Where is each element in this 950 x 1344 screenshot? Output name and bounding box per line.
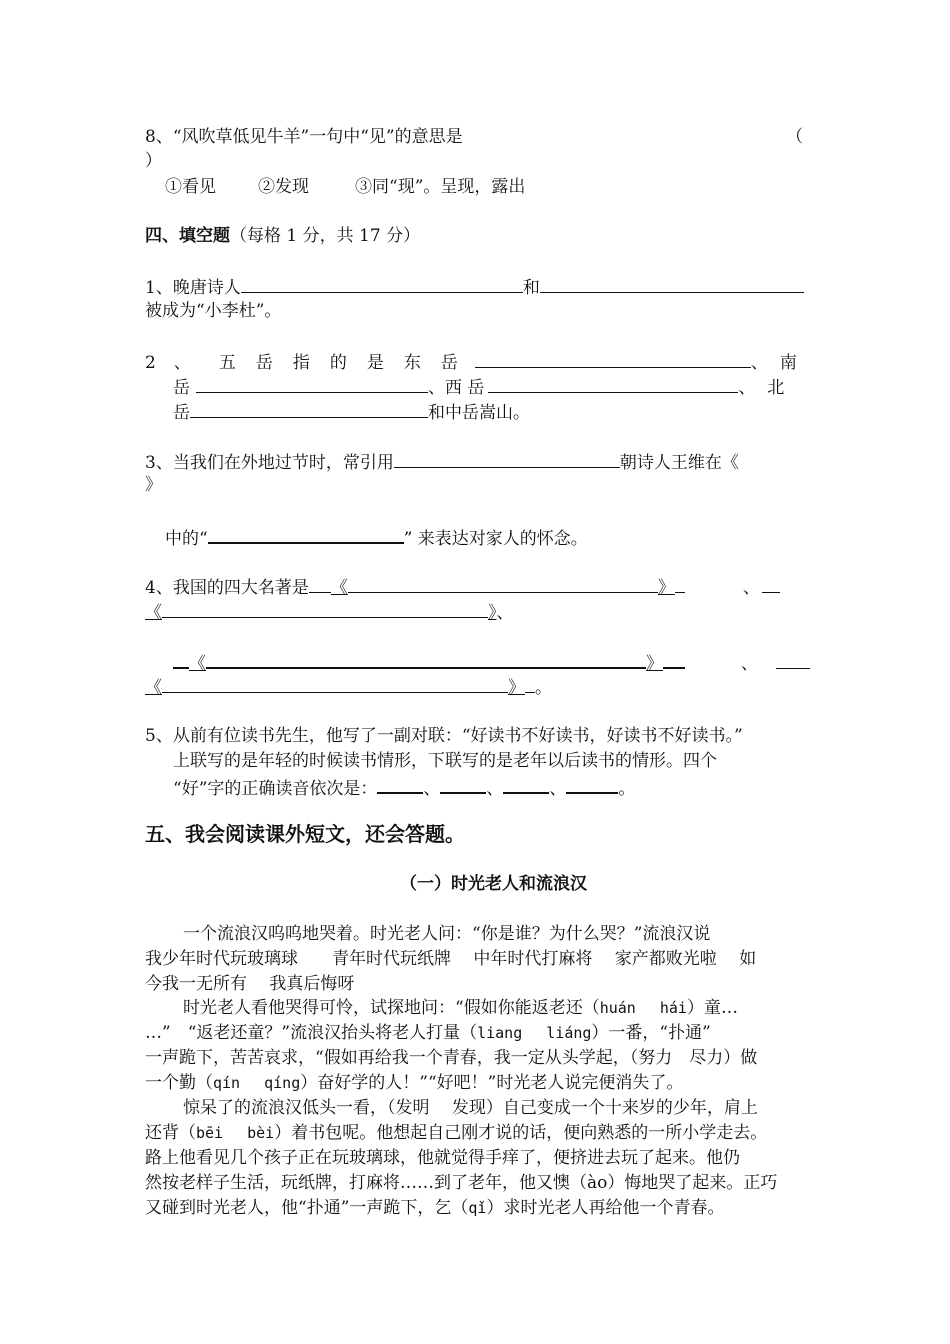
q4-2-yue: 岳 <box>173 378 190 398</box>
q4-2-blank-south[interactable] <box>196 374 428 393</box>
q4-2-char: 岳 <box>440 353 458 373</box>
q4-2-line2 <box>173 374 784 400</box>
pinyin-bei: bēi bèi <box>196 1124 275 1142</box>
p3-text: ）着书包呢。他想起自己刚才说的话，便向熟悉的一所小学走去。 <box>274 1123 768 1143</box>
p1-line2: 我少年时代玩玻璃球 青年时代玩纸牌 中年时代打麻将 家产都败光啦 如 <box>145 949 757 969</box>
q4-4-line1 <box>145 574 780 600</box>
q4-1-text-a: 1、晚唐诗人 <box>145 278 241 298</box>
q4-2-sep: 、 <box>750 353 768 373</box>
q4-4-open: 《 <box>145 603 162 623</box>
p3-line1: 惊呆了的流浪汉低头一看，（发明 发现）自己变成一个十来岁的少年，肩上 <box>183 1098 758 1118</box>
q4-4-end: 。 <box>535 678 552 698</box>
q4-3-text-c: 》 <box>145 475 162 495</box>
q4-2-line1 <box>145 349 797 375</box>
q4-2-blank-east[interactable] <box>475 349 751 368</box>
q4-5-sep: 、 <box>549 779 567 799</box>
q4-3-text-e: ” 来表达对家人的怀念。 <box>403 529 588 549</box>
p3-line5 <box>145 1196 724 1220</box>
q4-4-line3 <box>173 649 810 676</box>
q4-4-blank-tail <box>776 650 810 669</box>
p2-text: ）一番，“扑通” <box>591 1023 711 1043</box>
q4-5-line3 <box>173 774 635 801</box>
q8-option-3: ③同“现”。呈现，露出 <box>355 177 526 197</box>
q4-1-text-c: 被成为“小李杜”。 <box>145 301 282 321</box>
q4-4-blank-lead[interactable] <box>309 574 331 593</box>
q4-1-text-b: 和 <box>522 278 540 298</box>
q8-paren-close: ） <box>145 151 162 171</box>
pinyin-qi: qǐ <box>468 1199 487 1217</box>
q4-2-char: 是 <box>366 353 384 373</box>
q4-2-yue: 岳 <box>173 403 190 423</box>
q4-5-end: 。 <box>618 779 636 799</box>
section4-title: 四、填空题 <box>145 226 230 246</box>
q4-2-char: 岳 <box>255 353 273 373</box>
p3-line2 <box>145 1121 767 1145</box>
p2-text: ）童… <box>686 998 738 1018</box>
q8-option-2: ②发现 <box>258 177 309 197</box>
q4-4-open: 《 <box>330 578 348 598</box>
q4-4-close: 》 <box>646 654 663 674</box>
p3-text: 还背（ <box>145 1123 196 1143</box>
p3-line4: 然按老样子生活，玩纸牌，打麻将……到了老年，他又懊（ào）悔地哭了起来。正巧 <box>145 1173 778 1193</box>
p3-text: ）求时光老人再给他一个青春。 <box>486 1198 725 1218</box>
section4-header <box>145 224 420 248</box>
q4-4-sep: 、 <box>496 603 514 623</box>
q4-4-blank-3[interactable] <box>206 649 646 669</box>
q4-3-blank-quote[interactable] <box>208 524 404 544</box>
q4-2-char: 2 <box>145 353 156 373</box>
q4-4-blank-tail <box>525 674 535 693</box>
q4-5-line2: 上联写的是年轻的时候读书情形，下联写的是老年以后读书的情形。四个 <box>173 751 717 771</box>
q4-3-text-d: 中的“ <box>165 529 208 549</box>
q4-2-line3 <box>173 399 530 425</box>
q8-option-1: ①看见 <box>165 177 216 197</box>
q4-2-char: 的 <box>329 353 347 373</box>
q4-4-blank-4[interactable] <box>162 674 508 693</box>
q4-2-west: 、西 岳 <box>428 378 485 398</box>
passage-title: （一）时光老人和流浪汉 <box>400 874 587 894</box>
q4-5-blank-1[interactable] <box>377 774 423 794</box>
q4-2-blank-west[interactable] <box>488 374 738 393</box>
q4-3-line2 <box>165 524 588 551</box>
section4-note: （每格 1 分，共 17 分） <box>230 226 421 246</box>
pinyin-huan-hai: huán hái <box>599 999 687 1017</box>
q4-2-blank-north[interactable] <box>190 399 428 418</box>
q4-2-sep: 、 <box>738 378 756 398</box>
q4-3-line1 <box>145 449 739 475</box>
q4-1-blank-1[interactable] <box>241 274 523 293</box>
q4-2-north: 北 <box>767 378 785 398</box>
q4-5-sep: 、 <box>423 779 441 799</box>
q4-4-blank-lead <box>173 649 189 669</box>
p2-text: …” “返老还童？”流浪汉抬头将老人打量（ <box>145 1023 478 1043</box>
q4-1-line1 <box>145 274 804 300</box>
q4-4-blank-2[interactable] <box>162 599 488 618</box>
q4-4-blank-tail <box>663 649 685 669</box>
q4-3-text-a: 3、当我们在外地过节时，常引用 <box>145 453 394 473</box>
pinyin-qin-qing: qín qíng <box>213 1074 301 1092</box>
q4-5-text: “好”字的正确读音依次是： <box>173 779 378 799</box>
p2-line4 <box>145 1071 683 1095</box>
q4-4-open: 《 <box>189 654 206 674</box>
q4-4-open: 《 <box>145 678 162 698</box>
p2-text: 时光老人看他哭得可怜，试探地问：“假如你能返老还（ <box>183 998 600 1018</box>
q4-3-text-b: 朝诗人王维在《 <box>619 453 739 473</box>
p3-line3: 路上他看见几个孩子正在玩玻璃球，他就觉得手痒了，便挤进去玩了起来。他仍 <box>145 1148 740 1168</box>
q8-stem: 8、“风吹草低见牛羊”一句中“见”的意思是 <box>145 127 463 147</box>
q4-4-close: 》 <box>657 578 675 598</box>
q4-4-blank-tail <box>675 574 685 593</box>
q4-5-sep: 、 <box>486 779 504 799</box>
p2-text: ）奋好学的人！”“好吧！”时光老人说完便消失了。 <box>300 1073 684 1093</box>
q4-2-char: 东 <box>403 353 421 373</box>
q4-5-blank-4[interactable] <box>566 774 618 794</box>
q4-4-close: 》 <box>488 603 497 623</box>
q4-5-blank-3[interactable] <box>503 774 549 794</box>
q4-2-char: 指 <box>292 353 310 373</box>
q4-4-blank-1[interactable] <box>348 574 658 593</box>
q4-4-sep: 、 <box>742 578 760 598</box>
q4-4-line2 <box>145 599 514 625</box>
q4-4-sep: 、 <box>741 654 758 674</box>
q4-4-close: 》 <box>508 678 525 698</box>
p2-line2 <box>145 1021 711 1045</box>
q4-2-char: 五 <box>218 353 236 373</box>
q4-1-blank-2[interactable] <box>540 274 804 293</box>
q4-4-text-a: 4、我国的四大名著是 <box>145 578 309 598</box>
q4-2-char: 、 <box>173 353 191 373</box>
q4-5-line1: 5、从前有位读书先生，他写了一副对联：“好读书不好读书，好读书不好读书。” <box>145 726 743 746</box>
pinyin-liang: liang liáng <box>477 1024 592 1042</box>
p2-line3: 一声跪下，苦苦哀求，“假如再给我一个青春，我一定从头学起，（努力 尽力）做 <box>145 1048 758 1068</box>
p2-text: 一个勤（ <box>145 1073 213 1093</box>
section5-title: 五、我会阅读课外短文，还会答题。 <box>145 822 465 846</box>
p3-text: 又碰到时光老人，他“扑通”一声跪下，乞（ <box>145 1198 469 1218</box>
q4-3-blank-dynasty[interactable] <box>394 449 620 468</box>
q4-2-south: 南 <box>779 353 797 373</box>
p1-line1: 一个流浪汉呜呜地哭着。时光老人问：“你是谁？为什么哭？”流浪汉说 <box>183 924 711 944</box>
q4-4-blank-tail <box>762 574 780 593</box>
q4-2-end: 和中岳嵩山。 <box>428 403 530 423</box>
q4-5-blank-2[interactable] <box>440 774 486 794</box>
q8-paren-open: （ <box>786 127 803 147</box>
p1-line3: 今我一无所有 我真后悔呀 <box>145 974 355 994</box>
p2-line1 <box>183 996 738 1020</box>
q4-4-line4 <box>145 674 552 700</box>
